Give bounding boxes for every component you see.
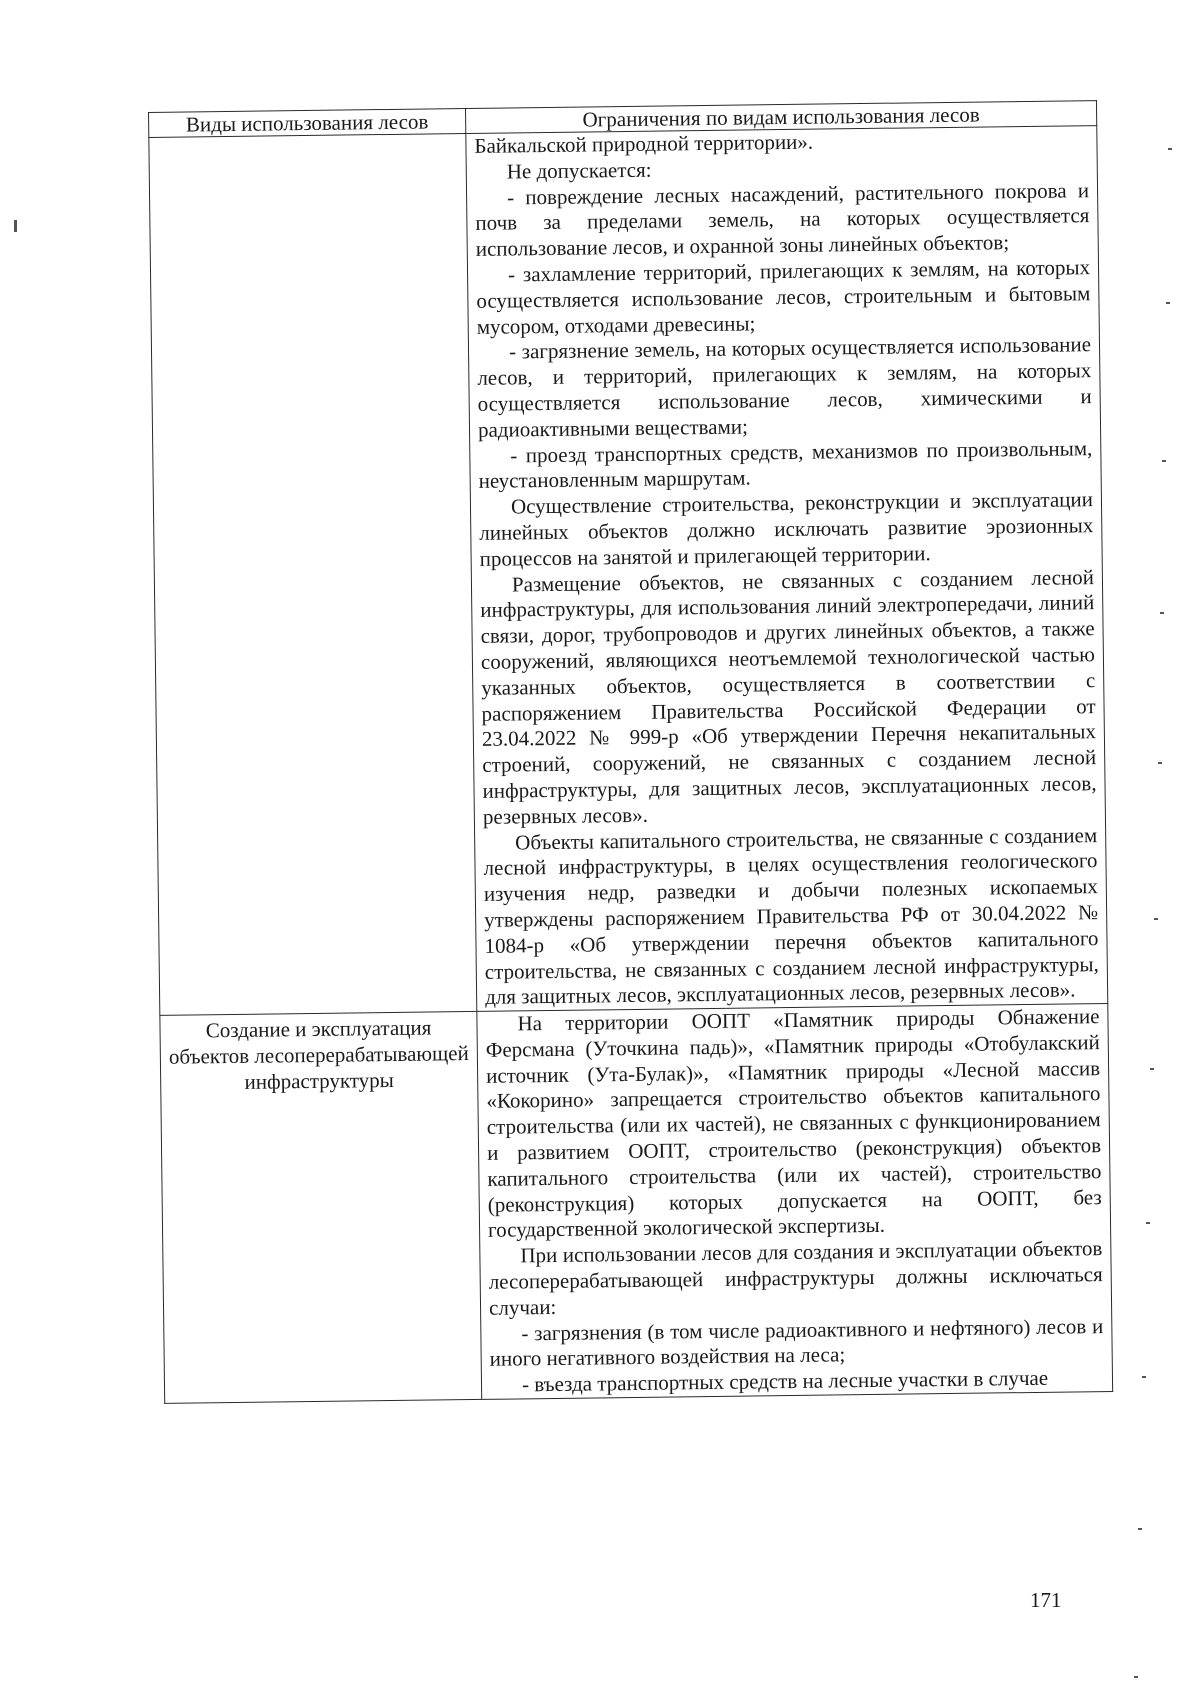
row2-use-type: Создание и эксплуатация объектов лесоперерабатывающей инфраструктуры — [160, 1012, 482, 1404]
scan-speck — [1168, 148, 1172, 150]
table-row — [160, 1004, 1113, 1404]
paragraph: Объекты капитального строительства, не связанные с созданием лесной инфраструктуры, в целях осуществления геологического изучения недр, разведки и добычи полезных ископаемых утверждены распоряжением Правительства РФ от 30.04.2022 № 1084-р «Об утверждении перечня объектов капитального строительства, не связанных с созданием лесной инфраструктуры, для защитных лесов, эксплуатационных лесов, резервных лесов». — [483, 822, 1099, 1010]
scan-speck — [1146, 1222, 1150, 1224]
table-row — [149, 126, 1108, 1016]
forest-use-table — [148, 100, 1113, 1404]
row1-restrictions — [466, 126, 1108, 1012]
paragraph: Не допускается: — [506, 157, 652, 184]
scan-speck — [1150, 1068, 1154, 1070]
row1-use-type — [149, 134, 477, 1016]
paragraph: Осуществление строительства, реконструкции и эксплуатации линейных объектов должно исключать развитие эрозионных процессов на занятой и прилегающей территории. — [479, 487, 1094, 571]
paragraph: - повреждение лесных насаждений, растительного покрова и почв за пределами земель, на которых осуществляется использование лесов, и охранной зоны линейных объектов; — [475, 177, 1090, 262]
scan-speck — [14, 220, 17, 232]
document-page — [148, 100, 1112, 1404]
paragraph: - загрязнения (в том числе радиоактивного и нефтяного) лесов и иного негативного воздействия на леса; — [489, 1313, 1104, 1372]
paragraph: - захламление территорий, прилегающих к землям, на которых осуществляется использование лесов, строительным и бытовым мусором, отходами древесины; — [476, 255, 1091, 339]
scan-speck — [1166, 302, 1170, 304]
paragraph: - загрязнение земель, на которых осуществляется использование лесов, и территорий, прилегающих к землям, на которых осуществляется использование лесов, химическими и радиоактивными веществами; — [477, 332, 1092, 442]
header-forest-use-types: Виды использования лесов — [149, 109, 466, 138]
paragraph: - проезд транспортных средств, механизмов по произвольным, неустановленным маршрутам. — [478, 435, 1093, 494]
scan-speck — [1162, 460, 1166, 462]
row2-restrictions — [477, 1004, 1113, 1400]
header-restrictions: Ограничения по видам использования лесов — [465, 101, 1096, 134]
paragraph: Байкальской природной территории». — [474, 129, 814, 158]
scan-speck — [1160, 612, 1164, 614]
paragraph: - въезда транспортных средств на лесные участки в случае — [521, 1366, 1049, 1397]
paragraph: На территории ООПТ «Памятник природы Обнажение Ферсмана (Уточкина падь)», «Памятник природы «Отобулакский источник (Ута-Булак)», «Памятник природы «Лесной массив «Кокорино» запрещается строительство объектов капитального строительства (или их частей), не связанных с функционированием и развитием ООПТ, строительство (реконструкция) объектов капитального строительства (или их частей), строительство (реконструкция) которых допускается на ООПТ, без государственной экологической экспертизы. — [485, 1004, 1102, 1243]
scan-speck — [1154, 918, 1158, 920]
paragraph: Размещение объектов, не связанных с созданием лесной инфраструктуры, для использования линий электропередачи, линий связи, дорог, трубопроводов и других линейных объектов, а также сооружений, являющихся неотъемлемой технологической частью указанных объектов, осуществляется в соответствии с распоряжением Правительства Российской Федерации от 23.04.2022 № 999-р «Об утверждении Перечня некапитальных строений, сооружений, не связанных с созданием лесной инфраструктуры, для защитных лесов, эксплуатационных лесов, резервных лесов». — [480, 564, 1097, 829]
scan-speck — [1142, 1376, 1146, 1378]
scan-speck — [1158, 762, 1162, 764]
scan-speck — [1138, 1528, 1142, 1530]
page-number: 171 — [1030, 1588, 1062, 1612]
paragraph: При использовании лесов для создания и эксплуатации объектов лесоперерабатывающей инфраструктуры должны исключаться случаи: — [488, 1236, 1103, 1320]
scan-speck — [1134, 1676, 1138, 1678]
